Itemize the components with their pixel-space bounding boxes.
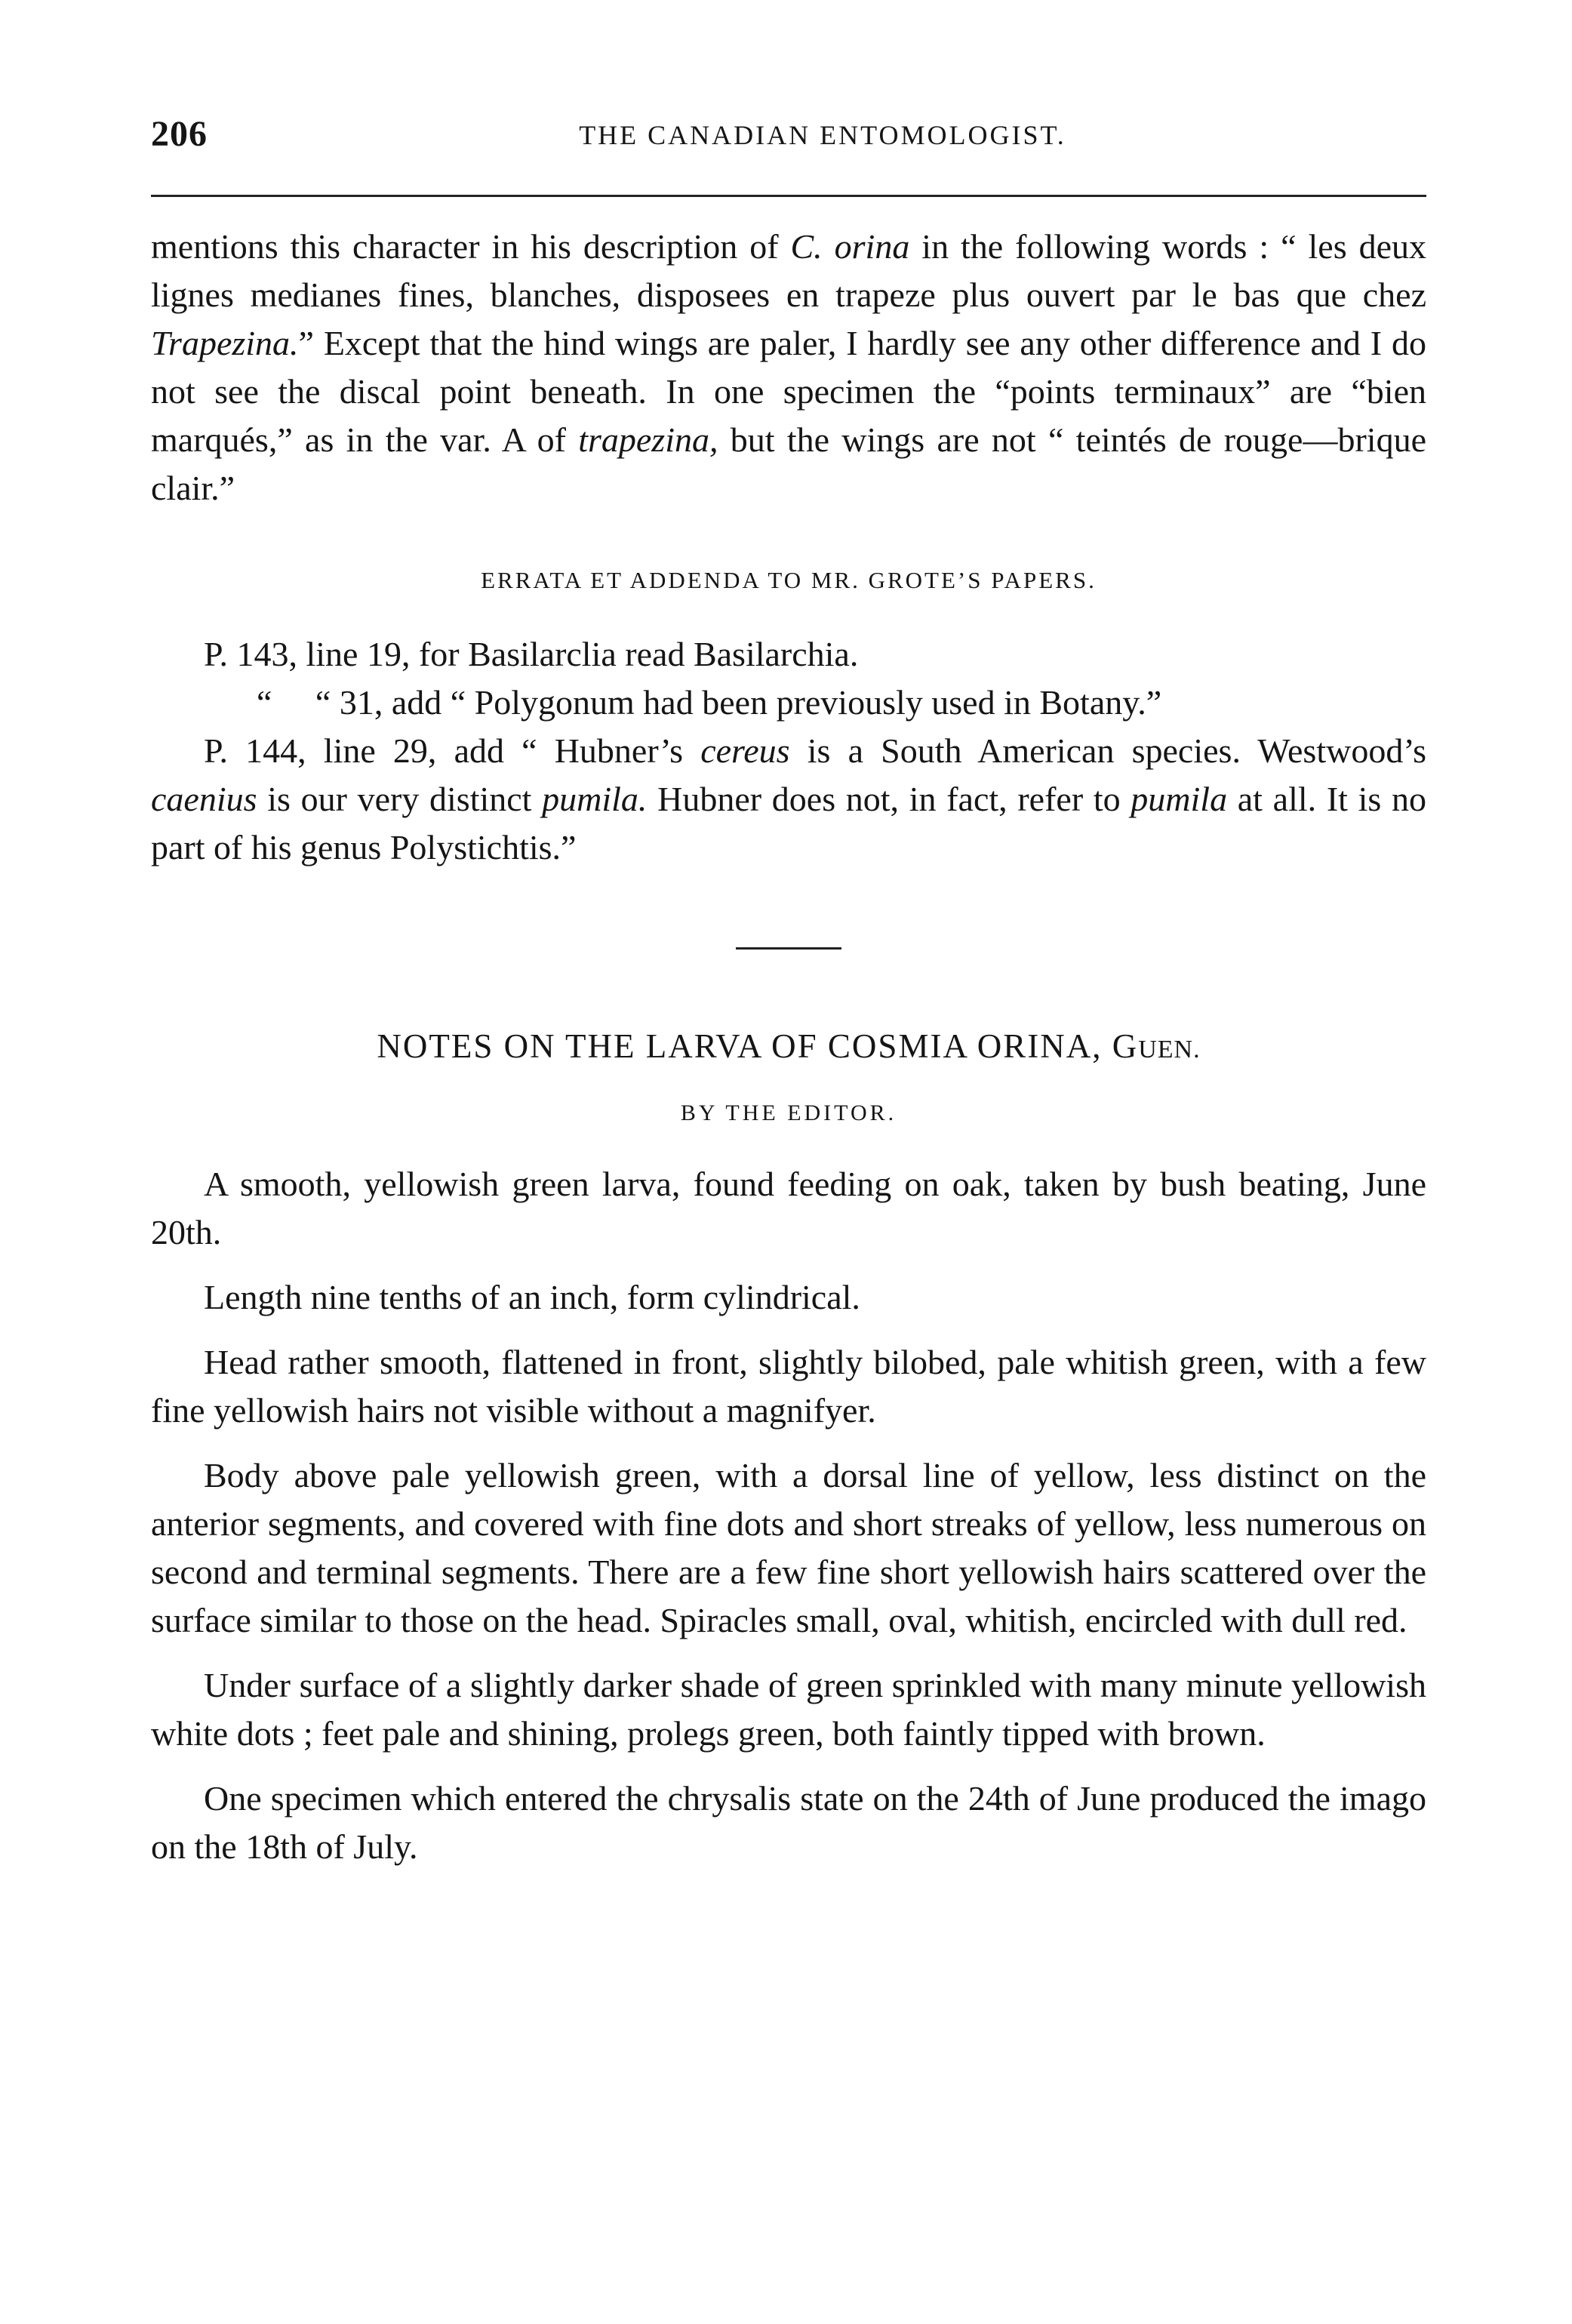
species-name: pumila. [542,780,648,818]
section-divider [736,947,841,950]
article-paragraph: Under surface of a slightly darker shade of green sprinkled with many minute yellowish white dots ; feet pale and shining, prolegs green, both faintly tipped with brown. [151,1666,1426,1753]
species-name: cereus [700,731,790,770]
article-paragraph: A smooth, yellowish green larva, found feeding on oak, taken by bush beating, June 20th. [151,1165,1426,1251]
article-paragraph: Body above pale yellowish green, with a dorsal line of yellow, less distinct on the anterior segments, and covered with fine dots and short streaks of yellow, less numerous on second and terminal segments. There are a few fine short yellowish hairs scattered over the surface similar to those on the head. Spiracles small, oval, whitish, encircled with dull red. [151,1456,1426,1639]
errata-line-3: P. 144, line 29, add “ Hubner’s cereus is a South American species. Westwood’s caenius is our very distinct pumila. Hubner does not, in fact, refer to pumila at all. It is no part of his genus Polystichtis.” [151,731,1427,866]
page [151,106,1427,1866]
errata-line-2: “ “ 31, add “ Polygonum had been previously used in Botany.” [257,683,1162,722]
species-name: C. orina [790,227,910,266]
running-title: THE CANADIAN ENTOMOLOGIST. [579,120,1066,150]
page-header [151,106,1426,166]
species-name: pumila [1131,780,1228,818]
errata-heading: ERRATA ET ADDENDA TO MR. GROTE’S PAPERS. [481,567,1097,593]
species-name: trapezina, [578,420,718,459]
article-paragraph: Head rather smooth, flattened in front, slightly bilobed, pale whitish green, with a few fine yellowish hairs not visible without a magnifyer. [151,1343,1426,1430]
article-paragraph: One specimen which entered the chrysalis state on the 24th of June produced the imago on the 18th of July. [151,1779,1426,1866]
species-name: caenius [151,780,257,818]
article-byline: BY THE EDITOR. [680,1100,897,1125]
page-number: 206 [151,114,208,154]
article-title: NOTES ON THE LARVA OF COSMIA ORINA, GUEN. [377,1027,1201,1065]
header-rule [151,195,1426,197]
continuation-paragraph: mentions this character in his description of C. orina in the following words : “ les deux lignes medianes fines, blanches, disposees en trapeze plus ouvert par le bas que chez Trapezina.” Except that the hind wings are paler, I hardly see any other difference and I do not see the discal point beneath. In one specimen the “points terminaux” are “bien marqués,” as in the var. A of trapezina, but the wings are not “ teintés de rouge—brique clair.” [151,227,1426,507]
body-text [151,223,1426,1871]
errata-line-1: P. 143, line 19, for Basilarclia read Basilarchia. [204,635,859,673]
species-name: Trapezina. [151,324,299,362]
article-paragraph: Length nine tenths of an inch, form cylindrical. [204,1278,860,1316]
